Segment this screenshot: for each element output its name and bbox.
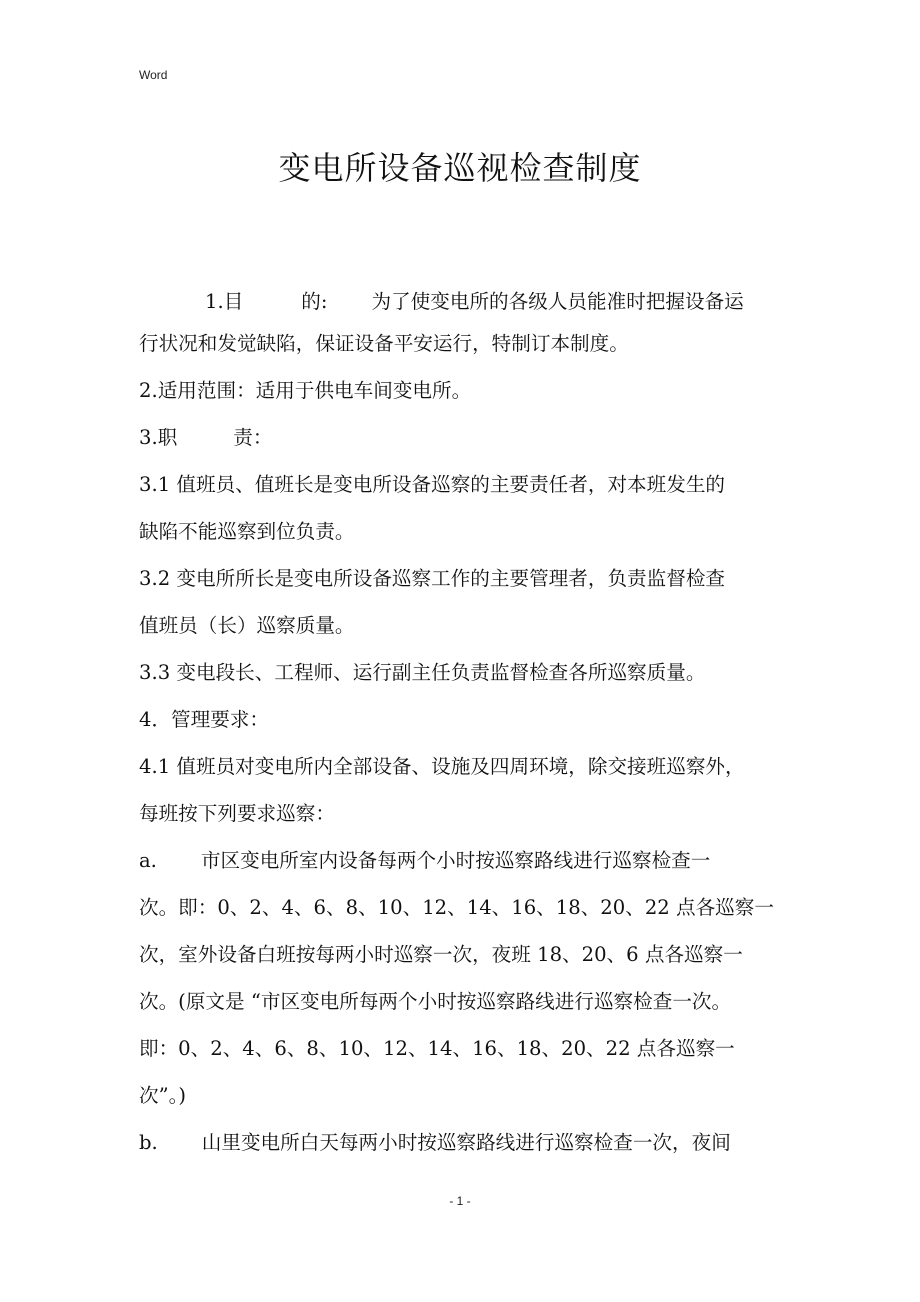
line-text: 为了使变电所的各级人员能准时把握设备运	[371, 290, 744, 313]
paragraph-line	[139, 462, 799, 509]
paragraph-line	[139, 744, 799, 791]
line-text: 3.1 值班员、值班长是变电所设备巡察的主要责任者，对本班发生的	[139, 473, 726, 496]
line-text: 次”。)	[139, 1084, 187, 1107]
paragraph-line	[139, 885, 799, 932]
line-text: 2.适用范围：适用于供电车间变电所。	[139, 379, 472, 402]
paragraph-line	[139, 368, 799, 415]
paragraph-line	[139, 603, 799, 650]
paragraph-line	[205, 279, 865, 326]
line-sublabel: 的:	[301, 290, 328, 313]
line-text: 4.1 值班员对变电所内全部设备、设施及四周环境，除交接班巡察外，	[139, 755, 745, 778]
line-text: 次，室外设备白班按每两小时巡察一次，夜班 18、20、6 点各巡察一	[139, 943, 743, 966]
document-title: 变电所设备巡视检查制度	[278, 149, 642, 187]
line-text: 4．管理要求：	[139, 708, 270, 731]
line-label: 3.职	[139, 426, 178, 449]
paragraph-line	[139, 650, 799, 697]
paragraph-line	[139, 697, 799, 744]
paragraph-line	[139, 509, 799, 556]
line-text: 山里变电所白天每两小时按巡察路线进行巡察检查一次，夜间	[201, 1131, 731, 1154]
paragraph-line	[139, 979, 799, 1026]
line-text: 每班按下列要求巡察：	[139, 802, 335, 825]
line-text: 责：	[233, 426, 273, 449]
paragraph-line	[139, 1120, 799, 1167]
line-text: 市区变电所室内设备每两个小时按巡察路线进行巡察检查一	[200, 849, 711, 872]
list-marker: a.	[139, 849, 157, 872]
paragraph-line	[139, 556, 799, 603]
line-text: 次。即：0、2、4、6、8、10、12、14、16、18、20、22 点各巡察一	[139, 896, 774, 919]
paragraph-line	[139, 932, 799, 979]
line-text: 次。(原文是 “市区变电所每两个小时按巡察路线进行巡察检查一次。	[139, 990, 732, 1013]
line-text: 值班员（长）巡察质量。	[139, 614, 355, 637]
page-number: - 1 -	[449, 1194, 471, 1208]
paragraph-line	[139, 791, 799, 838]
paragraph-line	[139, 1026, 799, 1073]
line-text: 缺陷不能巡察到位负责。	[139, 520, 355, 543]
paragraph-line	[139, 321, 799, 368]
line-label: 1.目	[205, 290, 244, 313]
paragraph-line	[139, 415, 799, 462]
line-text: 3.2 变电所所长是变电所设备巡察工作的主要管理者，负责监督检查	[139, 567, 726, 590]
list-marker: b.	[139, 1131, 158, 1154]
paragraph-line	[139, 1073, 799, 1120]
line-text: 行状况和发觉缺陷，保证设备平安运行，特制订本制度。	[139, 332, 629, 355]
paragraph-line	[139, 838, 799, 885]
line-text: 3.3 变电段长、工程师、运行副主任负责监督检查各所巡察质量。	[139, 661, 706, 684]
line-text: 即：0、2、4、6、8、10、12、14、16、18、20、22 点各巡察一	[139, 1037, 735, 1060]
document-header-label: Word	[139, 68, 168, 82]
